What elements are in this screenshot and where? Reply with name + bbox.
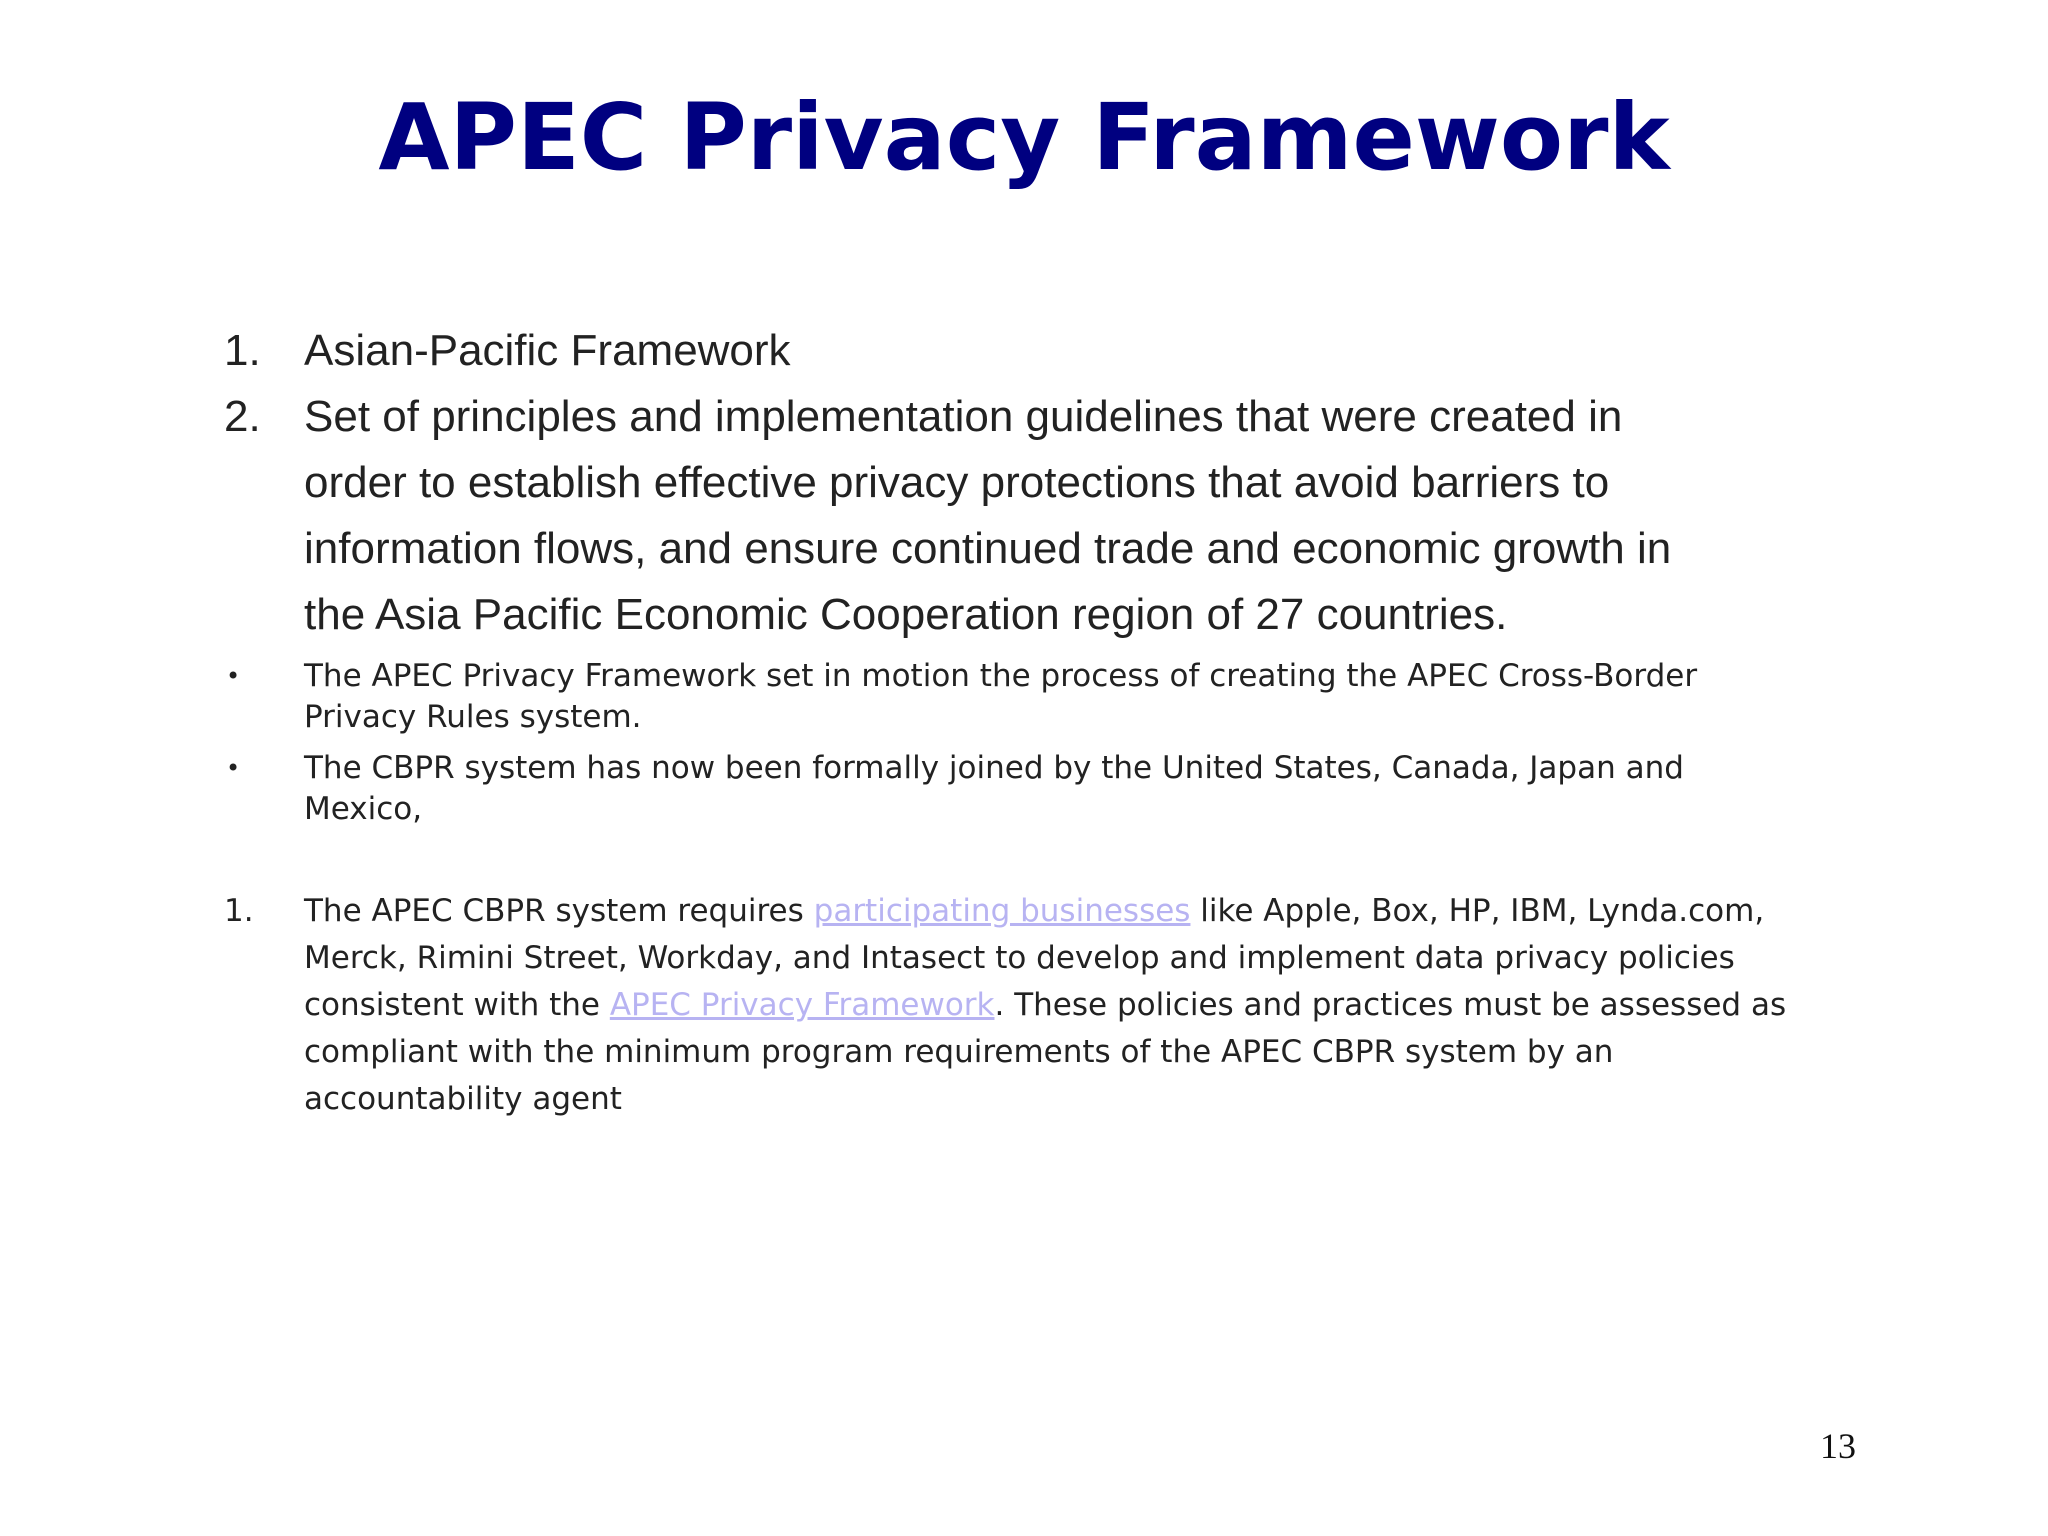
text-line	[304, 888, 1786, 935]
list-item-text: Asian-Pacific Framework	[304, 326, 791, 375]
page-number: 13	[1820, 1426, 1856, 1466]
bullet-item-text	[304, 748, 1684, 830]
list-item-text	[304, 888, 1786, 1123]
text-line: information flows, and ensure continued trade and economic growth in	[304, 524, 1672, 573]
list-number: 1.	[224, 893, 254, 929]
bullet-icon: •	[226, 754, 241, 782]
apec-privacy-framework-link[interactable]: APEC Privacy Framework	[609, 987, 995, 1023]
text-line: Merck, Rimini Street, Workday, and Intasect to develop and implement data privacy policies	[304, 940, 1735, 976]
text-segment: The APEC CBPR system requires	[304, 893, 814, 929]
list-item	[224, 318, 1864, 384]
list-number: 1.	[224, 326, 261, 375]
bullet-item-text	[304, 656, 1697, 738]
participating-businesses-link[interactable]: participating businesses	[813, 893, 1191, 929]
text-line: The APEC Privacy Framework set in motion the process of creating the APEC Cross-Border	[304, 658, 1698, 694]
text-line: order to establish effective privacy protections that avoid barriers to	[304, 458, 1610, 507]
list-item-text	[304, 384, 1671, 648]
text-line: The CBPR system has now been formally joined by the United States, Canada, Japan and	[304, 750, 1684, 786]
text-line: accountability agent	[304, 1081, 622, 1117]
text-line	[304, 982, 1786, 1029]
text-line: Mexico,	[304, 791, 423, 827]
list-item	[224, 384, 1864, 648]
text-line: Set of principles and implementation guidelines that were created in	[304, 392, 1623, 441]
text-segment: . These policies and practices must be assessed as	[994, 987, 1787, 1023]
slide-title: APEC Privacy Framework	[378, 84, 1670, 191]
text-segment: like Apple, Box, HP, IBM, Lynda.com,	[1190, 893, 1765, 929]
text-line: Privacy Rules system.	[304, 699, 642, 735]
text-line: the Asia Pacific Economic Cooperation region of 27 countries.	[304, 590, 1508, 639]
bullet-item	[224, 656, 1864, 738]
text-line: compliant with the minimum program requirements of the APEC CBPR system by an	[304, 1034, 1614, 1070]
text-segment: consistent with the	[304, 987, 610, 1023]
list-item	[224, 888, 1864, 1128]
list-number: 2.	[224, 392, 261, 441]
bullet-icon: •	[226, 662, 241, 690]
bullet-item	[224, 748, 1864, 830]
